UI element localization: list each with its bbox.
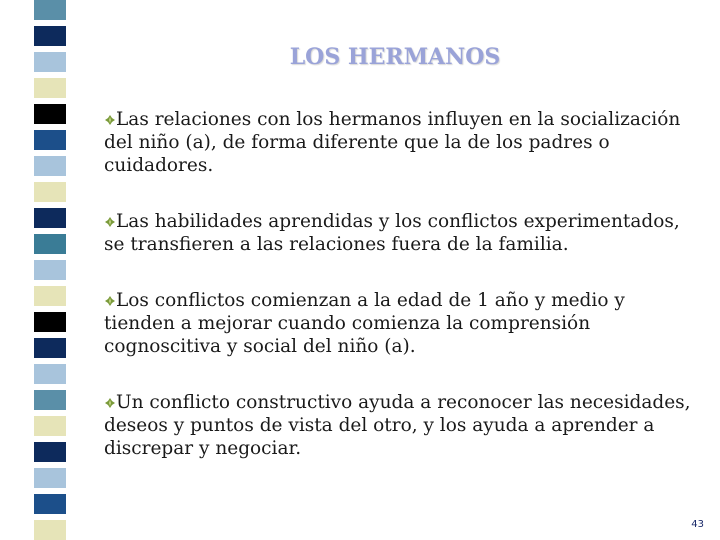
bullet-item [104, 210, 700, 256]
bullet-item [104, 108, 700, 177]
stripe-segment [34, 234, 66, 254]
diamond-bullet-icon [104, 114, 116, 126]
decorative-stripe-bar [34, 0, 66, 540]
stripe-segment [34, 26, 66, 46]
stripe-segment [34, 494, 66, 514]
stripe-segment [34, 260, 66, 280]
diamond-bullet-icon [104, 295, 116, 307]
stripe-segment [34, 520, 66, 540]
stripe-segment [34, 78, 66, 98]
stripe-segment [34, 364, 66, 384]
stripe-segment [34, 442, 66, 462]
stripe-segment [34, 338, 66, 358]
stripe-segment [34, 0, 66, 20]
bullet-text: Las relaciones con los hermanos influyen en la socialización del niño (a), de forma diferente que la de los padres o cuidadores. [104, 109, 681, 176]
stripe-segment [34, 156, 66, 176]
stripe-segment [34, 312, 66, 332]
bullet-text: Un conflicto constructivo ayuda a reconocer las necesidades, deseos y puntos de vista del otro, y los ayuda a aprender a discrepar y negociar. [104, 392, 691, 459]
bullet-list [104, 108, 700, 493]
bullet-item [104, 391, 700, 460]
diamond-bullet-icon [104, 216, 116, 228]
stripe-segment [34, 416, 66, 436]
bullet-item [104, 289, 700, 358]
stripe-segment [34, 468, 66, 488]
bullet-text: Los conflictos comienzan a la edad de 1 año y medio y tienden a mejorar cuando comienza la comprensión cognoscitiva y social del niño (a). [104, 290, 625, 357]
stripe-segment [34, 130, 66, 150]
page-number: 43 [691, 519, 704, 530]
stripe-segment [34, 286, 66, 306]
stripe-segment [34, 390, 66, 410]
stripe-segment [34, 52, 66, 72]
bullet-text: Las habilidades aprendidas y los conflictos experimentados, se transfieren a las relaciones fuera de la familia. [104, 211, 680, 255]
stripe-segment [34, 104, 66, 124]
stripe-segment [34, 208, 66, 228]
slide-title: LOS HERMANOS [289, 44, 501, 70]
diamond-bullet-icon [104, 397, 116, 409]
stripe-segment [34, 182, 66, 202]
